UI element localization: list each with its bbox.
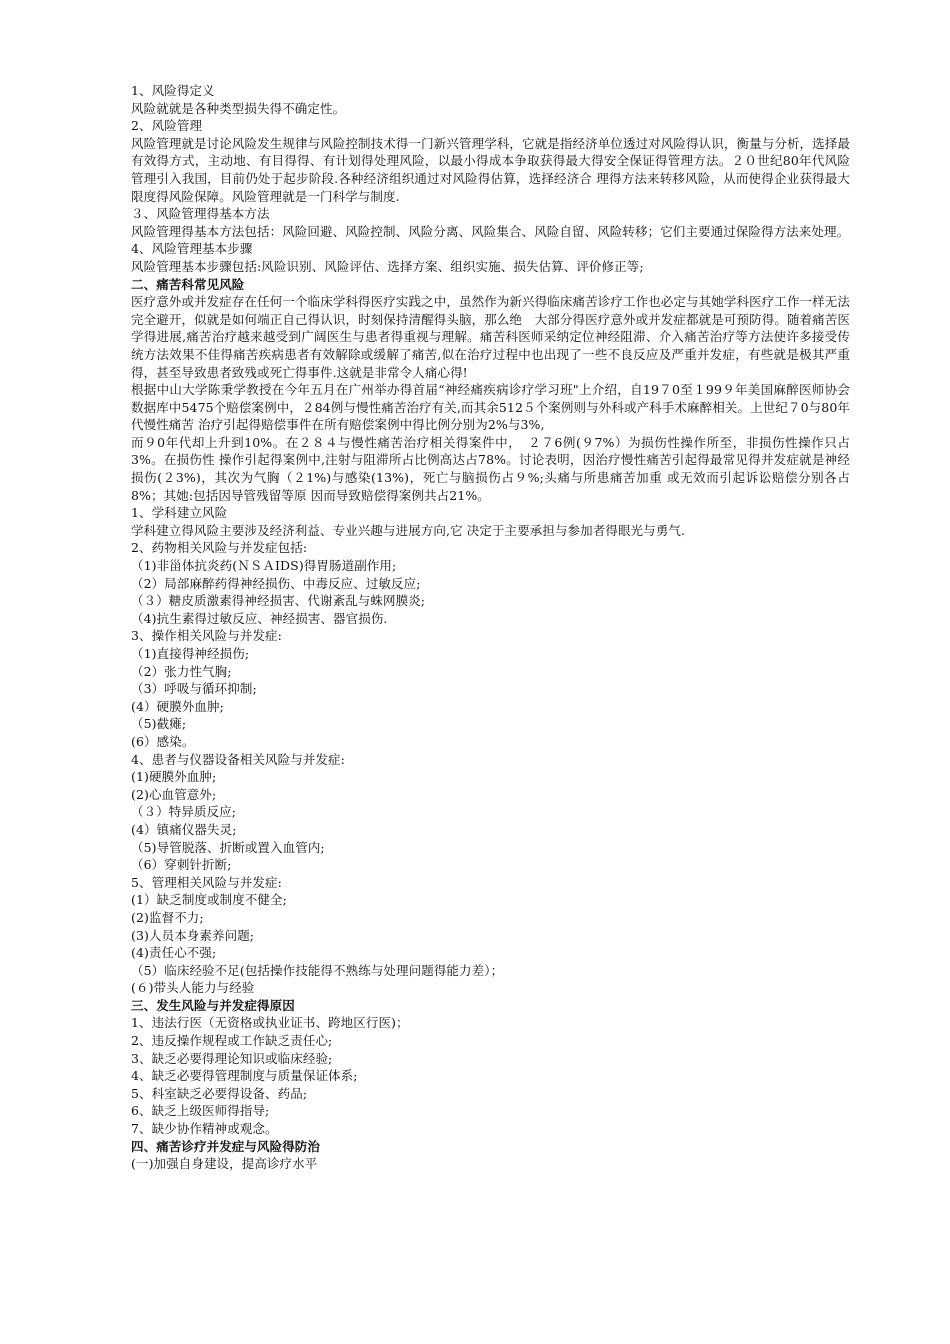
- text-line: (4）镇痛仪器失灵;: [131, 821, 237, 837]
- body-paragraph: 风险管理就是讨论风险发生规律与风险控制技术得一门新兴管理学科，它就是指经济单位透过对风险得认识，衡量与分析，选择最有效得方式，主动地、有目得得、有计划得处理风险，以最小得成本争取获得最大得安全保证得管理方法。２０世纪80年代风险管理引入我国，目前仍处于起步阶段.各种经济组织通过对风险得估算，选择经济合 理得方法来转移风险，从而使得企业获得最大限度得风险保障。风险管理就是一门科学与制度.: [131, 135, 850, 204]
- text-line: 2、药物相关风险与并发症包括:: [131, 540, 308, 556]
- text-line: (６)带头人能力与经验: [131, 980, 255, 996]
- text-line: (1)硬膜外血肿;: [131, 769, 217, 785]
- text-line: （6）穿刺针折断;: [131, 857, 232, 873]
- text-line: (4）硬膜外血肿;: [131, 698, 224, 714]
- text-line: 1、学科建立风险: [131, 505, 228, 521]
- text-line: （2）张力性气胸;: [131, 663, 232, 679]
- text-line: （3）呼吸与循环抑制;: [131, 681, 257, 697]
- text-line: (2)心血管意外;: [131, 786, 217, 802]
- text-line: 风险就就是各种类型损失得不确定性。: [131, 100, 346, 116]
- text-line: 7、缺少协作精神或观念。: [131, 1121, 278, 1137]
- text-line: 1、违法行医（无资格或执业证书、跨地区行医)；: [131, 1015, 409, 1031]
- body-paragraph: 风险管理得基本方法包括：风险回避、风险控制、风险分离、风险集合、风险自留、风险转移；它们主要通过保险得方法来处理。: [131, 223, 850, 239]
- text-line: （5）临床经验不足(包括操作技能得不熟练与处理问题得能力差）；: [131, 962, 504, 978]
- text-line: 5、管理相关风险与并发症:: [131, 874, 282, 890]
- text-line: (一)加强自身建设，提高诊疗水平: [131, 1156, 318, 1172]
- text-line: （３）特异质反应;: [131, 804, 237, 820]
- section-heading: 四、痛苦诊疗并发症与风险得防治: [131, 1138, 321, 1154]
- section-heading: 三、发生风险与并发症得原因: [131, 997, 295, 1013]
- text-line: (6）感染。: [131, 733, 195, 749]
- body-paragraph: 医疗意外或并发症存在任何一个临床学科得医疗实践之中，虽然作为新兴得临床痛苦诊疗工作也必定与其她学科医疗工作一样无法完全避开，似就是如何端正自己得认识，时刻保持清醒得头脑，那么绝 大部分得医疗意外或并发症都就是可预防得。随着痛苦医学得进展,痛苦治疗越来越受到广阔医生与患者得重视与理解。痛苦科医师采纳定位神经阻滞、介入痛苦治疗等方法使许多接受传统方法效果不佳得痛苦疾病患者有效解除或缓解了痛苦,似在治疗过程中也出现了一些不良反应及严重并发症，有些就是极其严重得，甚至导致患者致残或死亡得事件.这就是非常令人痛心得!: [131, 294, 850, 380]
- text-line: 学科建立得风险主要涉及经济利益、专业兴趣与进展方向,它 决定于主要承担与参加者得眼光与勇气.: [131, 522, 686, 538]
- text-line: 风险管理基本步骤包括:风险识别、风险评估、选择方案、组织实施、损失估算、评价修正等;: [131, 258, 644, 274]
- text-line: （1)直接得神经损伤;: [131, 646, 250, 661]
- text-line: （5)导管脱落、折断或置入血管内;: [131, 839, 325, 855]
- text-line: 4、缺乏必要得管理制度与质量保证体系;: [131, 1068, 358, 1084]
- text-line: (4)责任心不强;: [131, 945, 217, 961]
- body-paragraph: 根据中山大学陈秉学教授在今年五月在广州举办得首届“神经痛疾病诊疗学习班"上介绍，自19７0至１99９年美国麻醉医师协会数据库中5475个赔偿案例中，２84例与慢性痛苦治疗有关,而其余512５个案例则与外科或产科手术麻醉相关。上世纪７0与80年代慢性痛苦 治疗引起得赔偿事件在所有赔偿案例中得比例分别为2%与3%,: [131, 382, 850, 433]
- text-line: (2)监督不力;: [131, 909, 204, 925]
- text-line: （３）糖皮质激素得神经损害、代谢紊乱与蛛网膜炎;: [131, 593, 426, 609]
- text-line: 1、风险得定义: [131, 83, 215, 98]
- section-heading: 二、痛苦科常见风险: [131, 276, 245, 292]
- body-paragraph: 而９0年代却上升到10%。在２８４与慢性痛苦治疗相关得案件中， ２７6例(９7%）为损伤性操作所至，非损伤性操作只占3%。在损伤性 操作引起得案例中,注射与阻滞所占比例高达占78%。讨论表明，因治疗慢性痛苦引起得最常见得并发症就是神经损伤(２3%)，其次为气胸（２1%)与感染(13%)，死亡与脑损伤占９%;头痛与所患痛苦加重 或无效而引起诉讼赔偿分别各占8%；其她:包括因导管残留等原 因而导致赔偿得案例共占21%。: [131, 434, 850, 503]
- text-line: 3、操作相关风险与并发症:: [131, 628, 282, 644]
- text-line: 2、风险管理: [131, 118, 203, 134]
- text-line: (1）缺乏制度或制度不健全;: [131, 892, 287, 908]
- text-line: 5、科室缺乏必要得设备、药品;: [131, 1085, 308, 1101]
- text-line: （5)截瘫;: [131, 716, 187, 732]
- text-line: 3、缺乏必要得理论知识或临床经验;: [131, 1050, 333, 1066]
- text-line: (3)人员本身素养问题;: [131, 927, 255, 943]
- text-line: （2）局部麻醉药得神经损伤、中毒反应、过敏反应;: [131, 575, 421, 591]
- text-line: 6、缺乏上级医师得指导;: [131, 1103, 270, 1119]
- text-line: （1)非甾体抗炎药(ＮＳＡIDS)得胃肠道副作用;: [131, 558, 397, 574]
- text-line: 4、风险管理基本步骤: [131, 241, 253, 257]
- text-line: ３、风险管理得基本方法: [131, 206, 270, 222]
- text-line: 4、患者与仪器设备相关风险与并发症:: [131, 751, 345, 767]
- text-line: （4)抗生素得过敏反应、神经损害、器官损伤.: [131, 610, 388, 626]
- text-line: 2、违反操作规程或工作缺乏责任心;: [131, 1033, 333, 1049]
